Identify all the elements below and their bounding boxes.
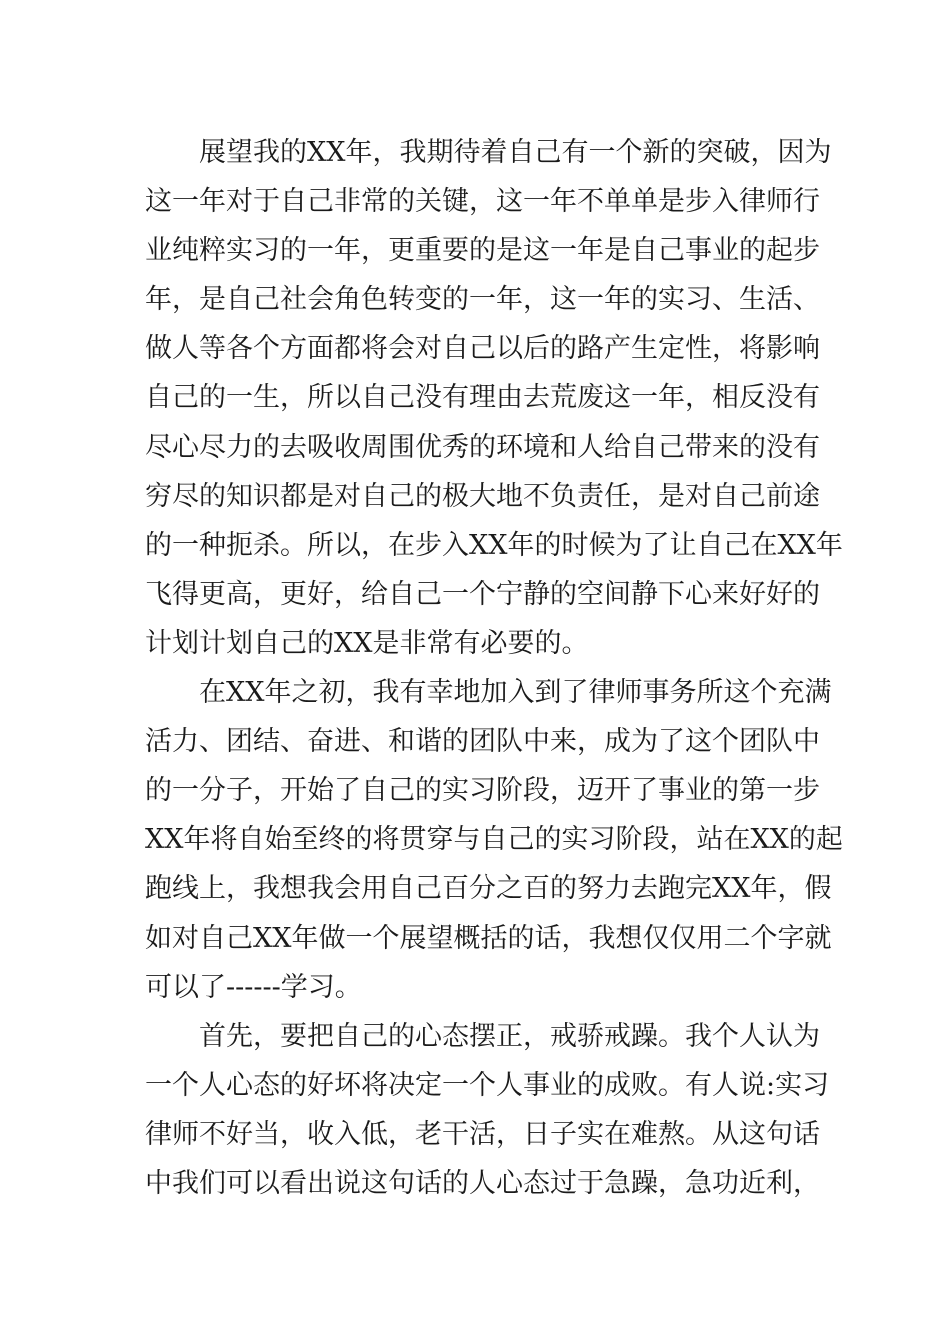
text-line: 年，是自己社会角色转变的一年，这一年的实习、生活、 [145,284,820,316]
text-line: 跑线上，我想我会用自己百分之百的努力去跑完XX年，假 [145,873,832,905]
paragraph-2 [145,668,843,1012]
document-body [145,128,843,1208]
text-line: 穷尽的知识都是对自己的极大地不负责任，是对自己前途 [145,480,820,512]
text-line: 可以了------学习。 [145,971,362,1003]
text-line: XX年将自始至终的将贯穿与自己的实习阶段，站在XX的起 [145,824,843,856]
text-line: 的一分子，开始了自己的实习阶段，迈开了事业的第一步 [145,775,820,807]
text-line: 在XX年之初，我有幸地加入到了律师事务所这个充满 [199,677,832,709]
text-line: 做人等各个方面都将会对自己以后的路产生定性，将影响 [145,333,820,365]
text-line: 活力、团结、奋进、和谐的团队中来，成为了这个团队中 [145,726,820,758]
text-line: 一个人心态的好坏将决定一个人事业的成败。有人说:实习 [145,1069,830,1101]
text-line: 业纯粹实习的一年，更重要的是这一年是自己事业的起步 [145,235,820,267]
text-line: 自己的一生，所以自己没有理由去荒废这一年，相反没有 [145,382,820,414]
text-line: 展望我的XX年，我期待着自己有一个新的突破，因为 [199,137,832,168]
paragraph-1 [145,128,843,668]
text-line: 律师不好当，收入低，老干活，日子实在难熬。从这句话 [145,1118,820,1150]
text-line: 尽心尽力的去吸收周围优秀的环境和人给自己带来的没有 [145,431,820,463]
text-line: 飞得更高，更好，给自己一个宁静的空间静下心来好好的 [145,578,820,610]
text-line: 计划计划自己的XX是非常有必要的。 [145,627,589,659]
text-line: 的一种扼杀。所以，在步入XX年的时候为了让自己在XX年 [145,529,843,561]
text-line: 这一年对于自己非常的关键，这一年不单单是步入律师行 [145,186,820,218]
text-line: 中我们可以看出说这句话的人心态过于急躁，急功近利， [145,1167,820,1199]
text-line: 首先，要把自己的心态摆正，戒骄戒躁。我个人认为 [199,1020,820,1052]
text-line: 如对自己XX年做一个展望概括的话，我想仅仅用二个字就 [145,922,832,954]
paragraph-3 [145,1012,830,1208]
